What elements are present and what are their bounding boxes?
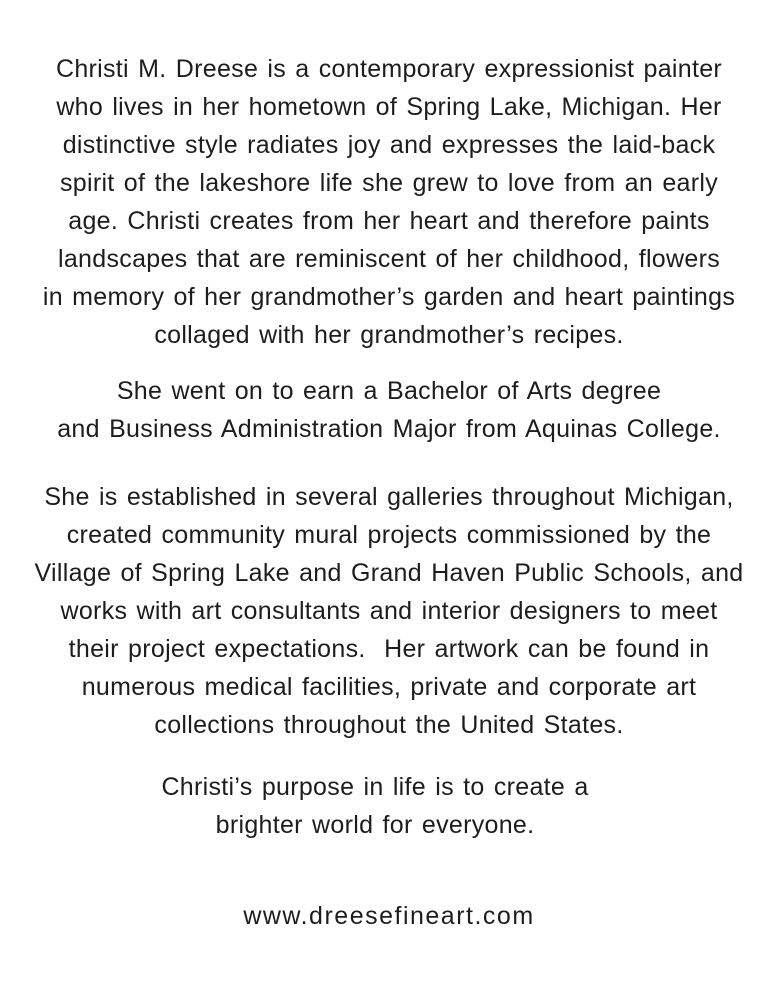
bio-text-line: collaged with her grandmother’s recipes. — [154, 321, 624, 349]
bio-text-line: Christi M. Dreese is a contemporary expressionist painter — [55, 55, 723, 83]
bio-text-line: age. Christi creates from her heart and therefore paints — [68, 207, 710, 235]
bio-paragraph-career — [0, 478, 778, 744]
bio-text-line: spirit of the lakeshore life she grew to love from an early — [59, 169, 719, 197]
bio-text-line: numerous medical facilities, private and corporate art — [81, 673, 697, 701]
bio-text-line: works with art consultants and interior designers to meet — [60, 597, 718, 625]
bio-text-line: brighter world for everyone. — [215, 811, 535, 839]
bio-text-line: created community mural projects commissioned by the — [66, 521, 712, 549]
bio-text-line: collections throughout the United States. — [154, 711, 624, 739]
bio-text-line: She is established in several galleries throughout Michigan, — [44, 483, 734, 511]
bio-text-line: Christi’s purpose in life is to create a — [161, 773, 589, 801]
bio-paragraph-intro — [0, 50, 778, 354]
bio-text-line: distinctive style radiates joy and expresses the laid-back — [62, 131, 716, 159]
bio-text-line: in memory of her grandmother’s garden and heart paintings — [42, 283, 736, 311]
bio-text-line: landscapes that are reminiscent of her childhood, flowers — [58, 245, 720, 273]
bio-text-line: who lives in her hometown of Spring Lake, Michigan. Her — [56, 93, 722, 121]
website-url-text: www.dreesefineart.com — [243, 902, 535, 930]
bio-text-line: and Business Administration Major from Aquinas College. — [57, 415, 721, 443]
bio-text-line: Village of Spring Lake and Grand Haven Public Schools, and — [34, 559, 744, 587]
bio-paragraph-education — [0, 372, 778, 448]
bio-text-line: She went on to earn a Bachelor of Arts degree — [116, 377, 662, 405]
bio-paragraph-purpose — [0, 768, 764, 844]
bio-text-line: their project expectations. Her artwork can be found in — [68, 635, 710, 663]
